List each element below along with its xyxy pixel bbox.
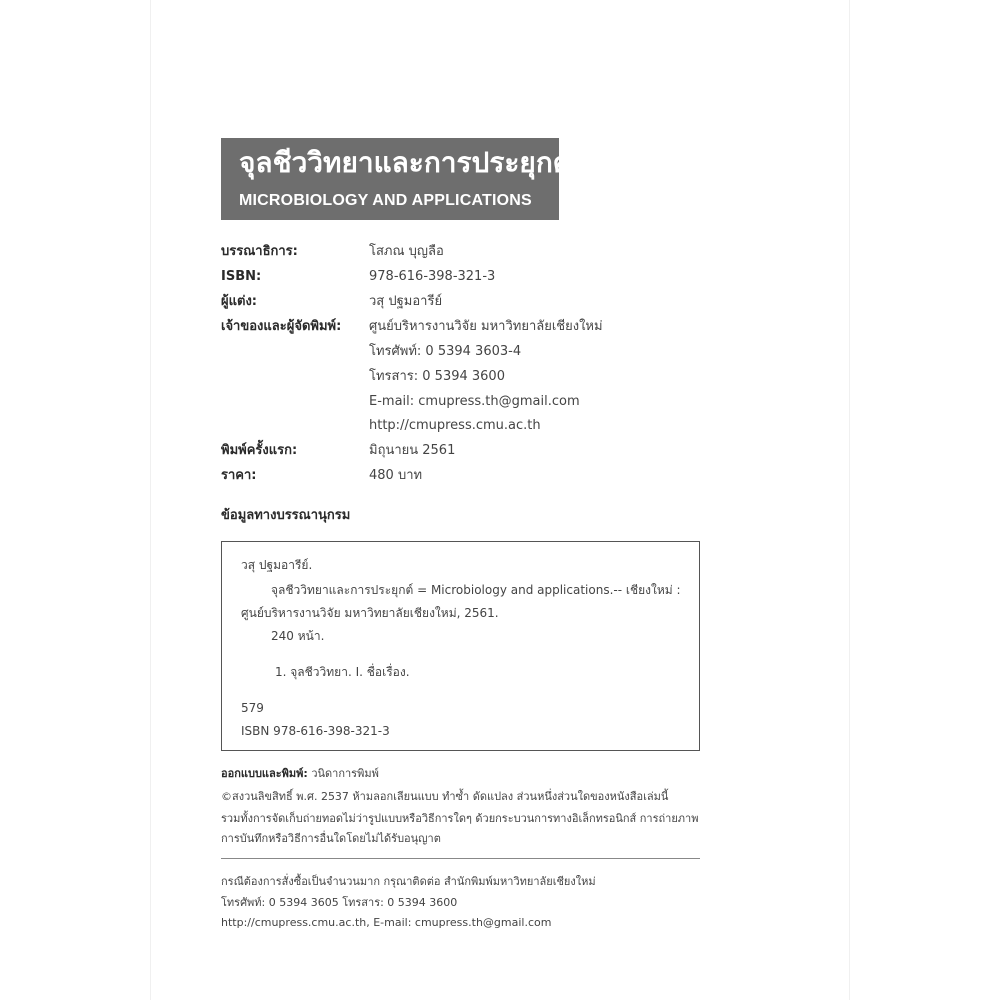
- publisher-email: E-mail: cmupress.th@gmail.com: [369, 394, 580, 409]
- publisher-fax: โทรสาร: 0 5394 3600: [369, 369, 505, 384]
- isbn-value: 978-616-398-321-3: [369, 269, 496, 284]
- editor-value: โสภณ บุญลือ: [369, 244, 444, 259]
- title-banner: [221, 138, 571, 220]
- info-row-fax: [221, 365, 505, 389]
- info-row-email: [221, 390, 580, 414]
- cip-isbn: ISBN 978-616-398-321-3: [241, 724, 390, 738]
- cip-heading: ข้อมูลทางบรรณานุกรม: [221, 508, 351, 523]
- info-row-first-print: [221, 439, 455, 463]
- info-row-website: [221, 414, 541, 438]
- price-value: 480 บาท: [369, 468, 423, 483]
- design-label: ออกแบบและพิมพ์:: [221, 767, 308, 780]
- info-row-price: [221, 464, 422, 488]
- info-row-phone: [221, 340, 521, 364]
- publisher-phone: โทรศัพท์: 0 5394 3603-4: [369, 344, 522, 359]
- cip-subject: 1. จุลชีววิทยา. I. ชื่อเรื่อง.: [275, 665, 410, 679]
- info-row-isbn: [221, 265, 495, 289]
- cip-classification: 579: [241, 701, 264, 715]
- cip-pages: 240 หน้า.: [271, 629, 325, 643]
- editor-label: บรรณาธิการ:: [221, 244, 298, 259]
- copyright-line-3: การบันทึกหรือวิธีการอื่นใดโดยไม่ได้รับอนุญาต: [221, 832, 441, 845]
- english-title: MICROBIOLOGY AND APPLICATIONS: [239, 192, 532, 209]
- order-line-1: กรณีต้องการสั่งซื้อเป็นจำนวนมาก กรุณาติดต่อ สำนักพิมพ์มหาวิทยาลัยเชียงใหม่: [221, 875, 596, 888]
- publisher-label: เจ้าของและผู้จัดพิมพ์:: [221, 319, 342, 334]
- author-value: วสุ ปฐมอารีย์: [369, 294, 443, 309]
- info-row-editor: [221, 240, 444, 264]
- publisher-name: ศูนย์บริหารงานวิจัย มหาวิทยาลัยเชียงใหม่: [369, 319, 603, 334]
- cip-author: วสุ ปฐมอารีย์.: [241, 558, 313, 572]
- info-row-author: [221, 290, 442, 314]
- footer-divider: [221, 858, 700, 859]
- isbn-label: ISBN:: [221, 269, 262, 284]
- first-print-value: มิถุนายน 2561: [369, 443, 456, 458]
- first-print-label: พิมพ์ครั้งแรก:: [221, 443, 298, 458]
- copyright-line-1: ©สงวนลิขสิทธิ์ พ.ศ. 2537 ห้ามลอกเลียนแบบ ทำซ้ำ ดัดแปลง ส่วนหนึ่งส่วนใดของหนังสือเล่มนี้: [221, 790, 669, 803]
- order-line-3: http://cmupress.cmu.ac.th, E-mail: cmupress.th@gmail.com: [221, 916, 552, 929]
- price-label: ราคา:: [221, 468, 257, 483]
- cip-box: [221, 541, 700, 751]
- info-row-publisher: [221, 315, 603, 339]
- cip-title: จุลชีววิทยาและการประยุกต์ = Microbiology and applications.-- เชียงใหม่ :: [271, 583, 681, 597]
- cip-publisher: ศูนย์บริหารงานวิจัย มหาวิทยาลัยเชียงใหม่, 2561.: [241, 606, 499, 620]
- author-label: ผู้แต่ง:: [221, 294, 257, 309]
- design-credit: [221, 764, 379, 784]
- thai-title: จุลชีววิทยาและการประยุกต์: [239, 146, 571, 179]
- design-value: วนิดาการพิมพ์: [311, 767, 379, 780]
- order-line-2: โทรศัพท์: 0 5394 3605 โทรสาร: 0 5394 3600: [221, 896, 458, 909]
- copyright-line-2: รวมทั้งการจัดเก็บถ่ายทอดไม่ว่ารูปแบบหรือวิธีการใดๆ ด้วยกระบวนการทางอิเล็กทรอนิกส์ การถ่ายภาพ: [221, 812, 699, 825]
- publisher-website: http://cmupress.cmu.ac.th: [369, 418, 541, 433]
